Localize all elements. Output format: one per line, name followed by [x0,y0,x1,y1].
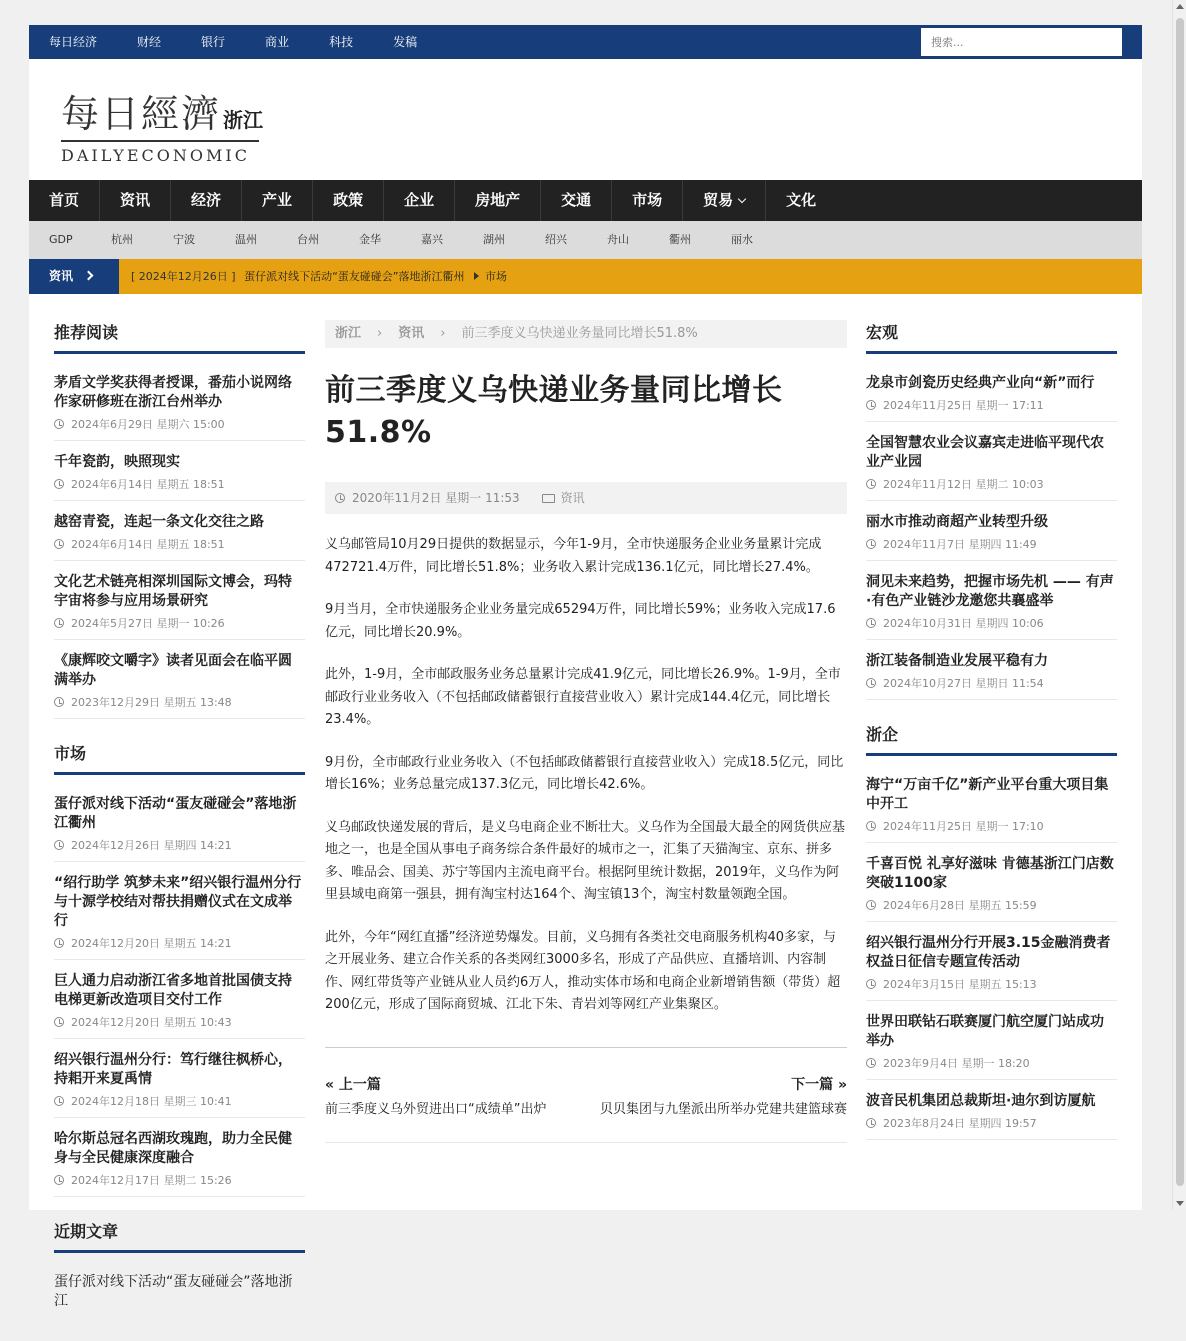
site-logo[interactable] [61,83,263,165]
post-date-text: 2024年10月31日 星期四 10:06 [883,617,1044,630]
article-body [325,534,847,1017]
post-title[interactable]: 海宁“万亩千亿”新产业平台重大项目集中开工 [866,777,1109,812]
top-nav-item[interactable]: 每日经济 [49,35,98,49]
region-nav-item[interactable]: 舟山 [607,233,629,246]
clock-icon [335,493,345,503]
macro-widget [866,320,1117,700]
ticker-category[interactable]: 市场 [484,270,507,283]
zhejiang-enterprise-widget [866,722,1117,1140]
post-date [54,694,305,710]
logo-english: DAILYECONOMIC [61,146,250,165]
list-item[interactable] [54,362,305,441]
post-date [866,675,1117,691]
scroll-down-arrow-icon[interactable] [1176,1201,1184,1206]
main-nav [29,180,1142,221]
post-date-text: 2024年5月27日 星期一 10:26 [71,617,225,630]
main-nav-item[interactable] [29,180,100,221]
post-date-text: 2024年11月25日 星期一 17:11 [883,399,1044,412]
widget-title: 推荐阅读 [54,320,305,354]
post-date-text: 2024年6月29日 星期六 15:00 [71,418,225,431]
post-date [54,1172,305,1188]
region-nav-item[interactable]: 宁波 [173,233,195,246]
post-title[interactable]: 蛋仔派对线下活动“蛋友碰碰会”落地浙江 [54,1274,293,1309]
article-column [325,320,847,1143]
breadcrumb [325,320,847,348]
list-item[interactable] [866,501,1117,561]
post-date-text: 2024年6月14日 星期五 18:51 [71,478,225,491]
main-nav-label: 经济 [191,191,222,209]
post-title[interactable]: 千年瓷韵，映照现实 [54,454,180,470]
ticker-label-text: 资讯 [49,269,74,283]
post-title[interactable]: 波音民机集团总裁斯坦·迪尔到访厦航 [866,1093,1096,1109]
main-nav-label: 首页 [49,191,80,209]
post-title[interactable]: 丽水市推动商超产业转型升级 [866,514,1048,530]
main-nav-label: 贸易 [703,191,734,209]
post-title[interactable]: 龙泉市剑瓷历史经典产业向“新”而行 [866,375,1095,391]
region-nav-item[interactable]: 绍兴 [545,233,567,246]
ticker-content[interactable] [131,259,507,294]
main-nav-label: 产业 [262,191,293,209]
list-item[interactable] [866,843,1117,922]
post-date [866,615,1117,631]
post-date-text: 2024年12月20日 星期五 14:21 [71,937,232,950]
post-title[interactable]: 浙江装备制造业发展平稳有力 [866,653,1048,669]
region-nav-item[interactable]: 金华 [359,233,381,246]
breadcrumb-separator-icon: › [440,326,446,341]
clock-icon [866,1058,876,1068]
article-paragraph: 9月份，全市邮政行业业务收入（不包括邮政储蓄银行直接营业收入）完成18.5亿元，同比增长16%；业务总量完成137.3亿元，同比增长42.6%。 [325,754,844,792]
clock-icon [866,1118,876,1128]
list-item[interactable] [54,783,305,862]
main-nav-item[interactable] [612,180,683,221]
scrollbar-thumb[interactable] [1176,18,1184,1186]
post-date-text: 2024年11月12日 星期二 10:03 [883,478,1044,491]
top-nav-item[interactable]: 财经 [137,35,162,49]
main-nav-label: 市场 [632,191,663,209]
article-meta [325,482,847,514]
post-date [866,818,1117,834]
clock-icon [54,618,64,628]
chevron-right-icon [84,271,94,281]
list-item[interactable] [54,1039,305,1118]
post-title[interactable]: 巨人通力启动浙江省多地首批国债支持电梯更新改造项目交付工作 [54,973,292,1008]
list-item[interactable] [866,764,1117,843]
article-date: 2020年11月2日 星期一 11:53 [352,491,520,505]
post-date [866,897,1117,913]
list-item[interactable] [54,441,305,501]
post-date [54,416,305,432]
post-date-text: 2024年12月20日 星期五 10:43 [71,1016,232,1029]
post-date-text: 2024年12月17日 星期二 15:26 [71,1174,232,1187]
main-nav-item[interactable] [100,180,171,221]
list-item[interactable] [866,422,1117,501]
clock-icon [866,821,876,831]
scroll-up-arrow-icon[interactable] [1176,4,1184,9]
main-nav-item-dropdown[interactable] [683,180,766,221]
list-item[interactable] [54,640,305,719]
left-sidebar [54,320,305,1341]
post-date-text: 2023年9月4日 星期一 18:20 [883,1057,1030,1070]
chevron-down-icon [738,194,746,202]
post-title[interactable]: 哈尔斯总冠名西湖玫瑰跑，助力全民健身与全民健康深度融合 [54,1131,292,1166]
post-title[interactable]: 世界田联钻石联赛厦门航空厦门站成功举办 [866,1014,1104,1049]
list-item[interactable] [54,862,305,960]
region-nav-item[interactable]: GDP [49,233,73,246]
recommended-widget [54,320,305,719]
article-paragraph: 此外，今年“网红直播”经济逆势爆发。目前，义乌拥有各类社交电商服务机构40多家，与之开展业务、建立合作关系的各类网红3000多名，形成了产品供应、直播培训、内容制作、网红带货等产业链从业人员约6万人，推动实体市场和电商企业新增销售额（带货）超200亿元，形成了国际商贸城、江北下朱、青岩刘等网红产业集聚区。 [325,929,841,1012]
post-date-text: 2024年11月7日 星期四 11:49 [883,538,1037,551]
post-date-text: 2024年11月25日 星期一 17:10 [883,820,1044,833]
list-item[interactable] [54,501,305,561]
main-nav-label: 文化 [786,191,817,209]
post-title[interactable]: 蛋仔派对线下活动“蛋友碰碰会”落地浙江衢州 [54,796,297,831]
news-ticker [29,259,1142,294]
prev-post-label: « 上一篇 [325,1076,381,1093]
logo-rule [61,140,259,142]
post-date [54,476,305,492]
post-date [54,1093,305,1109]
widget-title: 浙企 [866,722,1117,756]
main-nav-label: 政策 [333,191,364,209]
main-nav-item[interactable] [313,180,384,221]
main-nav-item[interactable] [455,180,541,221]
post-date [866,1055,1117,1071]
recent-widget [54,1219,305,1319]
right-sidebar [866,320,1117,1162]
post-date [866,976,1117,992]
post-date-text: 2024年3月15日 星期五 15:13 [883,978,1037,991]
next-post-link[interactable] [600,1074,847,1142]
article-category[interactable]: 资讯 [560,491,585,505]
region-nav-item[interactable]: 杭州 [111,233,133,246]
post-title[interactable]: 全国智慧农业会议嘉宾走进临平现代农业产业园 [866,435,1104,470]
main-nav-label: 企业 [404,191,435,209]
region-nav-item[interactable]: 湖州 [483,233,505,246]
clock-icon [54,840,64,850]
top-nav-item[interactable]: 发稿 [393,35,418,49]
post-title[interactable]: 越窑青瓷，连起一条文化交往之路 [54,514,264,530]
post-date-text: 2024年6月14日 星期五 18:51 [71,538,225,551]
region-nav [29,221,1142,259]
search-input[interactable] [921,28,1122,56]
post-date-text: 2023年12月29日 星期五 13:48 [71,696,232,709]
list-item[interactable] [54,960,305,1039]
clock-icon [54,419,64,429]
main-nav-item[interactable] [541,180,612,221]
top-nav-item[interactable]: 银行 [201,35,226,49]
prev-post-link[interactable] [325,1074,546,1142]
list-item[interactable] [54,1118,305,1197]
clock-icon [54,1175,64,1185]
article-title: 前三季度义乌快递业务量同比增长51.8% [325,373,783,450]
list-item[interactable] [54,561,305,640]
clock-icon [54,938,64,948]
region-nav-item[interactable]: 衢州 [669,233,691,246]
clock-icon [866,900,876,910]
post-date [866,476,1117,492]
list-item[interactable] [866,362,1117,422]
top-bar [29,25,1142,59]
list-item[interactable] [54,1261,305,1319]
post-date-text: 2024年12月18日 星期三 10:41 [71,1095,232,1108]
article-paragraph: 义乌邮政快递发展的背后，是义乌电商企业不断壮大。义乌作为全国最大最全的网货供应基地之一，也是全国从事电子商务综合条件最好的城市之一，汇集了天猫淘宝、京东、拼多多、唯品会、国美、苏宁等国内主流电商平台。根据阿里统计数据，2019年，义乌作为阿里县域电商第一强县，拥有淘宝村达164个、淘宝镇13个，淘宝村数量领跑全国。 [325,819,846,902]
market-widget [54,741,305,1197]
next-post-title[interactable]: 贝贝集团与九堡派出所举办党建共建篮球赛 [599,1101,847,1117]
logo-name: 每日經濟 [61,92,222,136]
top-nav-item[interactable]: 商业 [265,35,290,49]
list-item[interactable] [866,922,1117,1001]
post-title[interactable]: 洞见未来趋势，把握市场先机 —— 有声·有色产业链沙龙邀您共襄盛举 [866,574,1114,609]
folder-icon [542,494,555,503]
post-navigation [325,1047,847,1143]
main-nav-item[interactable] [766,180,836,221]
post-title[interactable]: 绍兴银行温州分行开展3.15金融消费者权益日征信专题宣传活动 [866,935,1111,970]
region-nav-item[interactable]: 嘉兴 [421,233,443,246]
breadcrumb-item[interactable]: 资讯 [398,326,425,341]
post-title[interactable]: 茅盾文学奖获得者授课，番茄小说网络作家研修班在浙江台州举办 [54,375,292,410]
region-nav-item[interactable]: 台州 [297,233,319,246]
clock-icon [866,618,876,628]
main-nav-item[interactable] [384,180,455,221]
clock-icon [866,400,876,410]
post-date-text: 2024年10月27日 星期日 11:54 [883,677,1044,690]
post-title[interactable]: “绍行助学 筑梦未来”绍兴银行温州分行与十源学校结对帮扶捐赠仪式在文成举行 [54,875,302,929]
clock-icon [866,678,876,688]
post-date-text: 2023年8月24日 星期四 19:57 [883,1117,1037,1130]
post-date-text: 2024年12月26日 星期四 14:21 [71,839,232,852]
clock-icon [54,1096,64,1106]
list-item[interactable] [866,640,1117,700]
breadcrumb-current: 前三季度义乌快递业务量同比增长51.8% [461,326,698,341]
breadcrumb-separator-icon: › [377,326,383,341]
page-scrollbar[interactable] [1172,0,1186,1210]
main-nav-label: 房地产 [475,191,521,209]
post-date-text: 2024年6月28日 星期五 15:59 [883,899,1037,912]
widget-title: 近期文章 [54,1219,305,1253]
ticker-label [29,259,119,294]
breadcrumb-item[interactable]: 浙江 [335,326,362,341]
clock-icon [54,479,64,489]
next-post-label: 下一篇 » [791,1076,847,1093]
caret-right-icon [474,272,479,280]
list-item[interactable] [866,1080,1117,1140]
post-date [866,1115,1117,1131]
clock-icon [54,697,64,707]
main-nav-label: 交通 [561,191,592,209]
list-item[interactable] [866,561,1117,640]
region-nav-item[interactable]: 丽水 [731,233,753,246]
clock-icon [866,539,876,549]
prev-post-title[interactable]: 前三季度义乌外贸进出口“成绩单”出炉 [325,1101,547,1117]
page-container [29,25,1142,1309]
main-nav-item[interactable] [242,180,313,221]
post-date [54,536,305,552]
post-date [866,397,1117,413]
main-nav-item[interactable] [171,180,242,221]
post-title[interactable]: 千喜百悦 礼享好滋味 肯德基浙江门店数突破1100家 [866,856,1114,891]
post-title[interactable]: 绍兴银行温州分行：笃行继往枫桥心，持耜开来夏禹情 [54,1052,292,1087]
main-nav-label: 资讯 [120,191,151,209]
post-date [54,837,305,853]
region-nav-item[interactable]: 温州 [235,233,257,246]
clock-icon [54,539,64,549]
clock-icon [866,979,876,989]
post-title[interactable]: 文化艺术链亮相深圳国际文博会，玛特宇宙将参与应用场景研究 [54,574,292,609]
site-header [29,59,1142,180]
logo-province: 浙江 [223,108,264,132]
ticker-headline[interactable]: 蛋仔派对线下活动“蛋友碰碰会”落地浙江衢州 [244,270,465,283]
article-paragraph: 义乌邮管局10月29日提供的数据显示，今年1-9月，全市快递服务企业业务量累计完成472721.4万件，同比增长51.8%；业务收入累计完成136.1亿元，同比增长27.4%。 [325,537,822,575]
post-date [54,1014,305,1030]
clock-icon [866,479,876,489]
article-paragraph: 9月当月，全市快递服务企业业务量完成65294万件，同比增长59%；业务收入完成17.6亿元，同比增长20.9%。 [325,602,836,640]
list-item[interactable] [866,1001,1117,1080]
top-nav-item[interactable]: 科技 [329,35,354,49]
clock-icon [54,1017,64,1027]
ticker-date: [ 2024年12月26日 ] [131,270,236,283]
post-date [54,615,305,631]
post-date [54,935,305,951]
widget-title: 宏观 [866,320,1117,354]
widget-title: 市场 [54,741,305,775]
post-date [866,536,1117,552]
article-paragraph: 此外，1-9月，全市邮政服务业务总量累计完成41.9亿元，同比增长26.9%。1-9月，全市邮政行业业务收入（不包括邮政储蓄银行直接营业收入）累计完成144.4亿元，同比增长23.4%。 [325,667,841,727]
post-title[interactable]: 《康辉咬文嚼字》读者见面会在临平圆满举办 [54,653,292,688]
